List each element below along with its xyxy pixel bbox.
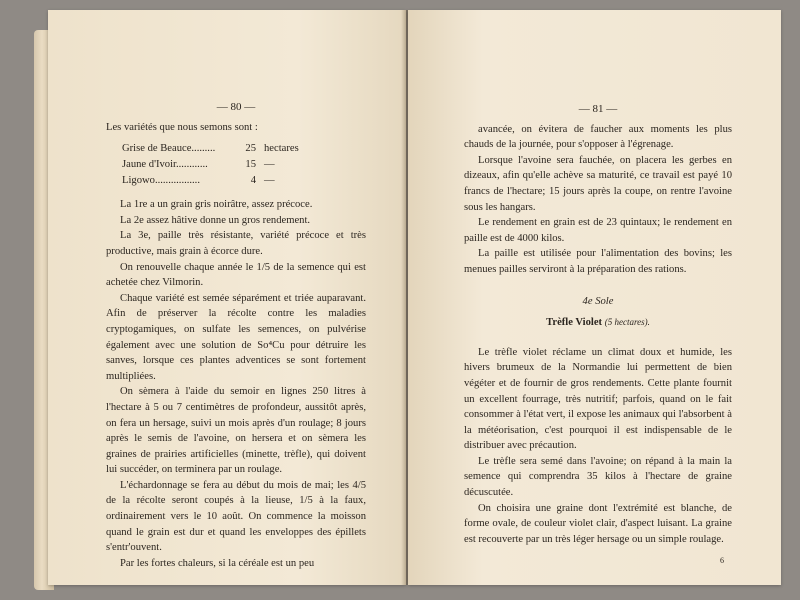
varieties-intro: Les variétés que nous semons sont : [106,121,258,133]
varieties-table [122,141,366,189]
paragraph: La 1re a un grain gris noirâtre, assez précoce. [120,199,313,211]
variety-unit: — [264,159,275,171]
paragraph: Par les fortes chaleurs, si la céréale est un peu [120,557,315,569]
section-title: 4e Sole [582,295,614,307]
variety-unit: hectares [264,143,299,155]
subtitle-text: Trèfle Violet [546,317,603,329]
variety-name: Grise de Beauce......... [122,143,216,155]
variety-name: Jaune d'Ivoir............ [122,159,208,171]
variety-row [122,173,366,189]
variety-row [122,157,366,173]
paragraph: Le rendement en grain est de 23 quintaux; le rendement en paille est de 4000 kilos. [464,217,732,244]
left-page [48,10,406,585]
open-book [36,10,781,595]
paragraph: La paille est utilisée pour l'alimentation des bovins; les menues pailles serviront à la préparation des rations. [464,248,732,275]
paragraph: On sèmera à l'aide du semoir en lignes 250 litres à l'hectare à 5 ou 7 centimètres de profondeur, aussitôt après, on fera un hersage, suivi un mois après d'un roulage; 8 jours après le semis de l'avoine, on hersera et on sèmera les graines de prairies artificielles (minette, trèfle), qui doivent lui succéder, on terminera par un roulage. [106,386,366,476]
page-number: — 81 — [578,103,618,115]
right-page [408,10,781,585]
paragraph: On renouvelle chaque année le 1/5 de la semence qui est achetée chez Vilmorin. [106,261,366,289]
paragraph: avancée, on évitera de faucher aux moments les plus chauds de la journée, pour s'opposer à l'égrenage. [464,123,732,151]
paragraph: Chaque variété est semée séparément et triée auparavant. Afin de préserver la récolte contre les maladies cryptogamiques, on sulfate les semences, on pulvérise également avec une solution de So⁴Cu pour détruire les sanves, lorsque ces plantes adventices se sont fortement multipliées. [106,292,366,382]
variety-name: Ligowo................. [122,175,200,187]
variety-row [122,141,366,157]
subtitle-note: (5 hectares). [604,317,650,328]
paragraph: La 2e assez hâtive donne un gros rendement. [120,214,311,226]
paragraph: Le trèfle sera semé dans l'avoine; on répand à la main la semence qui comprendra 35 kilos à l'hectare de graine décuscutée. [464,455,732,499]
paragraph: Le trèfle violet réclame un climat doux et humide, les hivers brumeux de la Normandie lui permettent de bien végéter et de fournir de gros rendements. Cette plante fournit un excellent fourrage, très nutritif; parfois, quand on le fait consommer à l'état vert, il expose les animaux qui l'absorbent à la météorisation, c'est pourquoi il est indispensable de le distribuer avec précaution. [464,346,732,452]
paragraph: On choisira une graine dont l'extrémité est blanche, de forme ovale, de couleur violet clair, d'aspect luisant. La graine est recouverte par un très léger hersage ou un simple roulage. [464,502,732,545]
variety-value: 25 [245,143,256,155]
signature-mark: 6 [720,556,724,566]
left-page-content [106,100,366,571]
paragraph: Lorsque l'avoine sera fauchée, on placera les gerbes en dizeaux, afin qu'elle achève sa maturité, ce travail est payé 10 francs de l'hectare; 15 jours après la coupe, on rentre l'avoine sous les hangars. [464,154,732,213]
variety-value: 4 [250,175,256,187]
section-subtitle [464,315,732,331]
right-page-content [464,102,732,569]
paragraph: La 3e, paille très résistante, variété précoce et très productive, mais grain à écorce dure. [106,230,366,257]
variety-value: 15 [245,159,256,171]
page-number: — 80 — [216,101,256,113]
variety-unit: — [264,175,275,187]
paragraph: L'échardonnage se fera au début du mois de mai; les 4/5 de la récolte seront coupés à la lieuse, 1/5 à la faux, ordinairement vers le 10 août. On commence la moisson quand le grain est dur et quand les enveloppes des épillets s'entr'ouvent. [106,479,366,554]
